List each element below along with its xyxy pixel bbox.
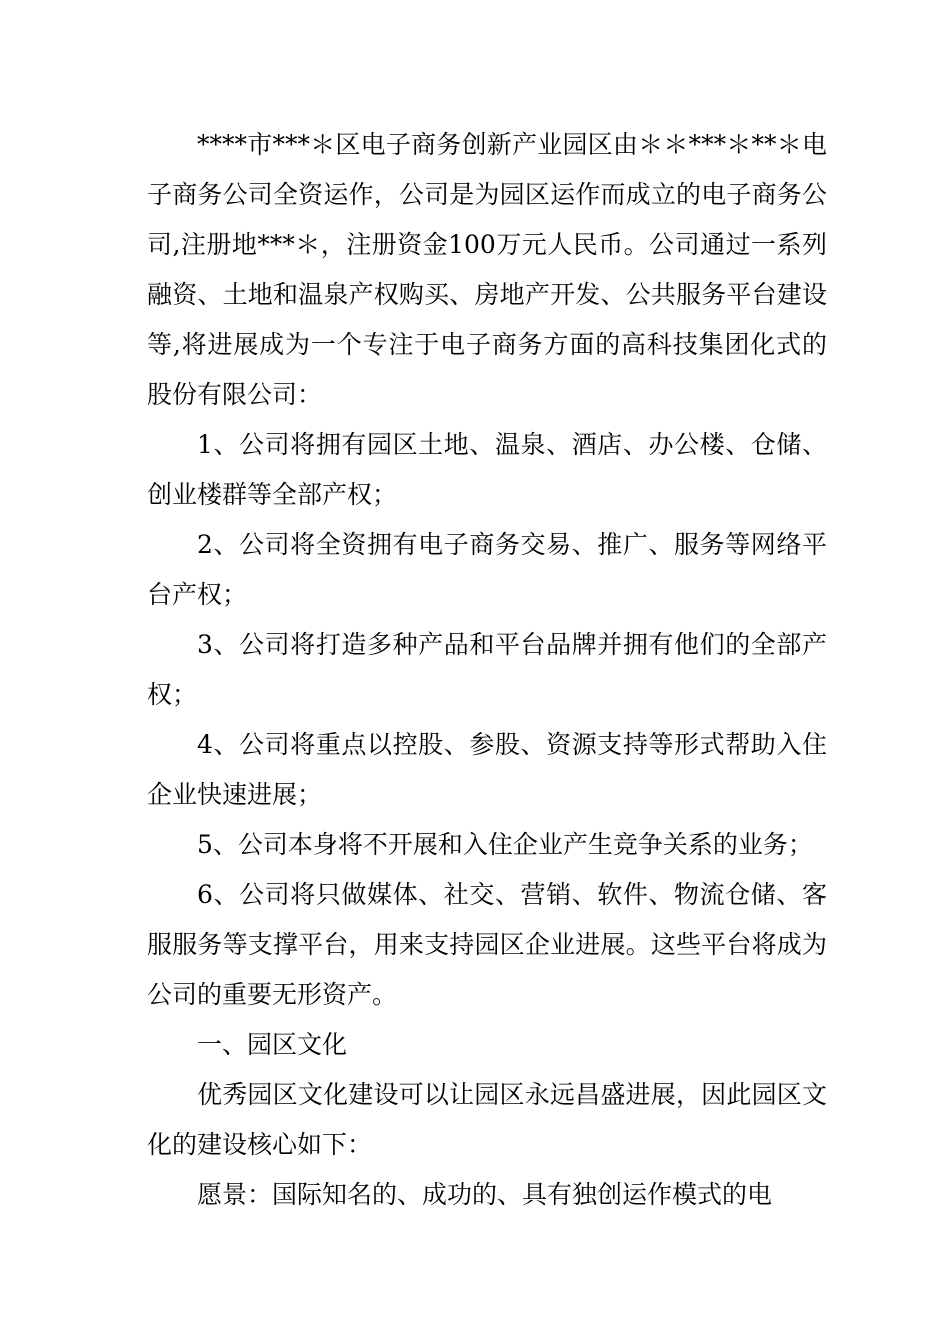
list-item-3: 3、公司将打造多种产品和平台品牌并拥有他们的全部产权； bbox=[147, 630, 827, 709]
culture-paragraph: 优秀园区文化建设可以让园区永远昌盛进展，因此园区文化的建设核心如下： bbox=[147, 1080, 827, 1159]
vision-paragraph: 愿景：国际知名的、成功的、具有独创运作模式的电 bbox=[197, 1180, 773, 1209]
list-item-1: 1、公司将拥有园区土地、温泉、酒店、办公楼、仓储、创业楼群等全部产权； bbox=[147, 430, 827, 509]
document-body bbox=[147, 120, 827, 1220]
list-item-5: 5、公司本身将不开展和入住企业产生竞争关系的业务； bbox=[197, 830, 813, 859]
list-item-6: 6、公司将只做媒体、社交、营销、软件、物流仓储、客服服务等支撑平台，用来支持园区企业进展。这些平台将成为公司的重要无形资产。 bbox=[147, 880, 827, 1009]
list-item-2: 2、公司将全资拥有电子商务交易、推广、服务等网络平台产权； bbox=[147, 530, 827, 609]
section-heading: 一、园区文化 bbox=[197, 1030, 348, 1059]
intro-paragraph: ****市***＊区电子商务创新产业园区由＊＊***＊**＊电子商务公司全资运作，公司是为园区运作而成立的电子商务公司,注册地***＊，注册资金100万元人民币。公司通过一系列融资、土地和温泉产权购买、房地产开发、公共服务平台建设等,将进展成为一个专注于电子商务方面的高科技集团化式的股份有限公司： bbox=[147, 130, 827, 409]
list-item-4: 4、公司将重点以控股、参股、资源支持等形式帮助入住企业快速进展； bbox=[147, 730, 827, 809]
